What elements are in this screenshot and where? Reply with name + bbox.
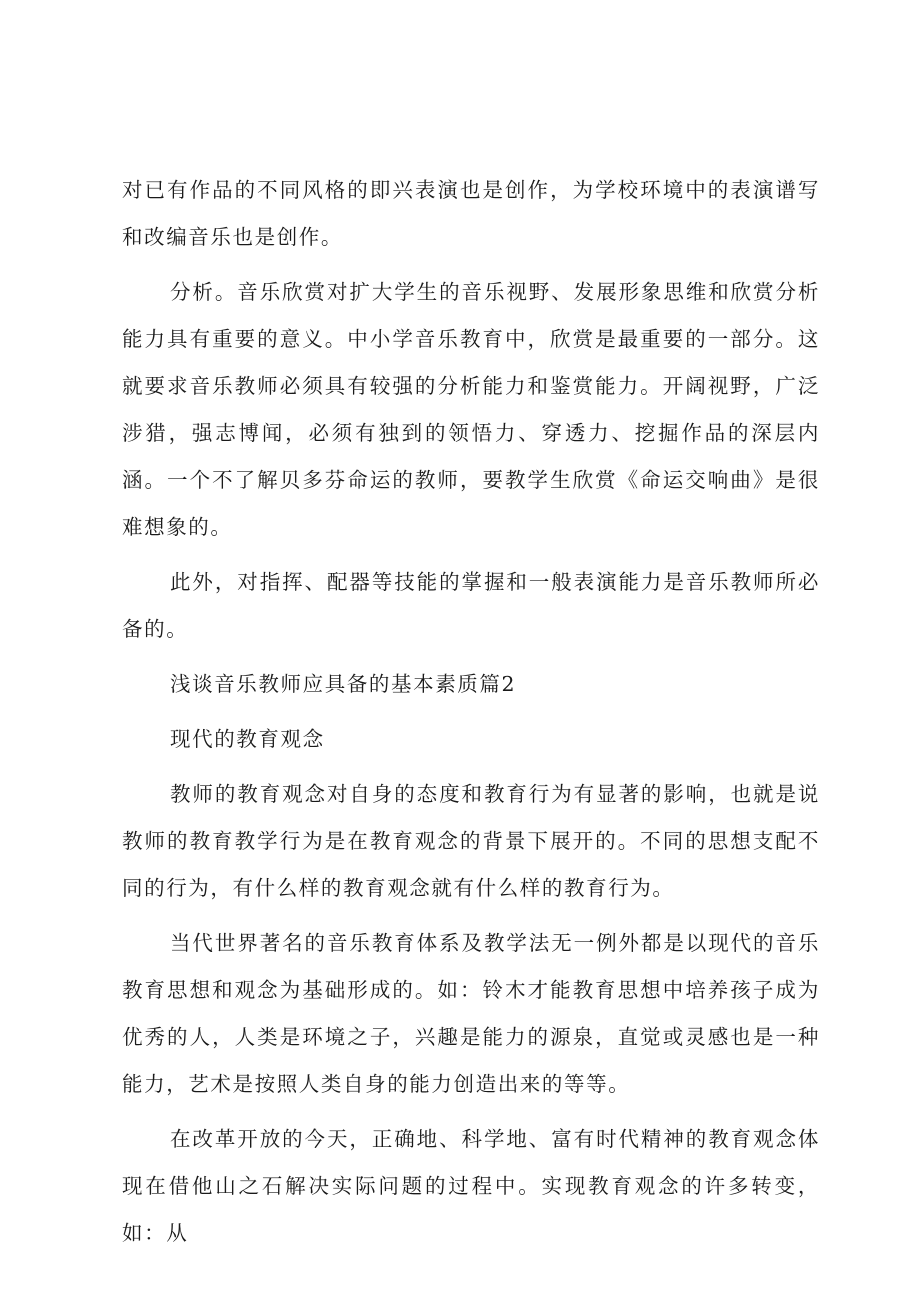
- paragraph-analysis: 分析。音乐欣赏对扩大学生的音乐视野、发展形象思维和欣赏分析能力具有重要的意义。中小学音乐教育中，欣赏是最重要的一部分。这就要求音乐教师必须具有较强的分析能力和鉴赏能力。开阔视野，广泛涉猎，强志博闻，必须有独到的领悟力、穿透力、挖掘作品的深层内涵。一个不了解贝多芬命运的教师，要教学生欣赏《命运交响曲》是很难想象的。: [122, 280, 820, 539]
- paragraph-teacher-concepts: 教师的教育观念对自身的态度和教育行为有显著的影响，也就是说教师的教育教学行为是在教育观念的背景下展开的。不同的思想支配不同的行为，有什么样的教育观念就有什么样的教育行为。: [122, 782, 820, 900]
- subsection-title: 现代的教育观念: [170, 727, 325, 751]
- paragraph-reform: 在改革开放的今天，正确地、科学地、富有时代精神的教育观念体现在借他山之石解决实际问题的过程中。实现教育观念的许多转变，如：从: [122, 1127, 820, 1245]
- paragraph-world-systems: 当代世界著名的音乐教育体系及教学法无一例外都是以现代的音乐教育思想和观念为基础形成的。如：铃木才能教育思想中培养孩子成为优秀的人，人类是环境之子，兴趣是能力的源泉，直觉或灵感也是一种能力，艺术是按照人类自身的能力创造出来的等等。: [122, 931, 820, 1096]
- paragraph-additional-skills: 此外，对指挥、配器等技能的掌握和一般表演能力是音乐教师所必备的。: [122, 570, 820, 641]
- document-body: [122, 167, 820, 1265]
- paragraph-creation: 对已有作品的不同风格的即兴表演也是创作，为学校环境中的表演谱写和改编音乐也是创作。: [122, 178, 820, 249]
- section-title: 浅谈音乐教师应具备的基本素质篇2: [170, 672, 517, 696]
